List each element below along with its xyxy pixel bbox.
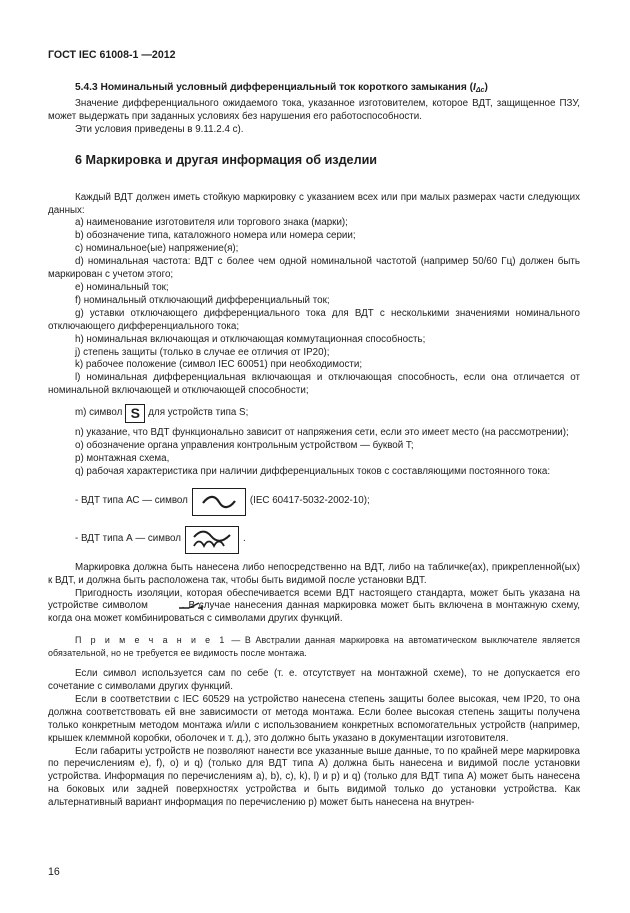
list-item: k) рабочее положение (символ IEC 60051) при необходимости; [75,359,363,371]
list-item: e) номинальный ток; [75,281,169,293]
list-item: p) монтажная схема, [75,452,170,464]
marking-intro: Каждый ВДТ должен иметь стойкую маркировку с указанием всех или при малых размерах части следующих данных: [48,191,580,216]
isolation-paragraph: Пригодность изоляции, которая обеспечивается всеми ВДТ настоящего стандарта, может быть указана на устройстве символом . В случае нанесения данная маркировка может быть включена в монтажную схему, когда она может комбинироваться с символами других функций. [48,587,581,625]
list-item: o) обозначение органа управления контрольным устройством — буквой T; [75,440,414,452]
list-item: l) номинальная дифференциальная включающая и отключающая способность, если она отличается от номинальной включающей и отключающей способности; [48,372,580,397]
protection-degree-paragraph: Если в соответствии с IEC 60529 на устройство нанесена степень защиты более высокая, чем IP20, то она должна соответствовать ей вне зависимости от метода монтажа. Если более высокая степень защиты получена только конкретным методом монтажа и/или с использованием конкретных вспомогательных устройств (например, крышек клеммной коробки, оболочек и т. д.), это должно быть указано в документации изготовителя. [48,693,580,744]
document-header: ГОСТ IEC 61008-1 —2012 [48,49,176,61]
type-s-symbol: S [125,404,145,423]
list-item: j) степень защиты (только в случае ее отличия от IP20); [75,346,330,358]
section-6-title: 6 Маркировка и другая информация об изделии [75,152,378,167]
list-item: d) номинальная частота: ВДТ с более чем одной номинальной частотой (например 50/60 Гц) должен быть маркирован с учетом этого; [48,256,580,281]
list-item: n) указание, что ВДТ функционально зависит от напряжения сети, если это имеет место (на рассмотрении); [75,427,569,439]
section-5-4-3-conditions: Эти условия приведены в 9.11.2.4 с). [75,123,244,135]
isolation-symbol-icon [152,602,182,610]
list-item: q) рабочая характеристика при наличии дифференциальных токов с составляющими постоянного тока: [75,465,551,477]
pulsating-dc-wave-icon [185,526,239,554]
list-item-m: m) символ S для устройств типа S; [75,405,249,422]
section-5-4-3-title: 5.4.3 Номинальный условный дифференциальный ток короткого замыкания $(I_{\Delta с})$ [75,82,488,94]
marking-placement-paragraph: Маркировка должна быть нанесена либо непосредственно на ВДТ, либо на табличке(ах), прикрепленной(ых) к ВДТ, и должна быть расположена так, чтобы быть видимой после установки ВДТ. [48,561,580,586]
list-item: а) наименование изготовителя или торгового знака (марки); [75,217,348,229]
device-dimensions-paragraph: Если габариты устройств не позволяют нанести все указанные выше данные, то по крайней мере маркировка по перечислениям е), f), о) и q) (только для ВДТ типа А) должна быть нанесена и видимой после установки устройства. Информация по перечислениям а), b), с), k), l) и р) и q) (только для ВДТ типа А) может быть нанесена на боковых или задней поверхностях устройства и быть видимой только до установки устройства. Как альтернативный вариант информация по перечислению р) может быть нанесена на внутрен- [48,745,580,809]
page-number: 16 [48,866,60,878]
type-a-line: - ВДТ типа А — символ . [75,526,580,554]
list-item: b) обозначение типа, каталожного номера или номера серии; [75,230,356,242]
page-content [48,68,580,810]
type-ac-line: - ВДТ типа АС — символ (IEC 60417-5032-2002-10); [75,488,580,516]
ac-wave-icon [192,488,246,516]
list-item: h) номинальная включающая и отключающая коммутационная способность; [75,333,426,345]
marking-list [48,217,580,553]
list-item: f) номинальный отключающий дифференциальный ток; [75,294,330,306]
section-5-4-3-paragraph: Значение дифференциального ожидаемого тока, указанное изготовителем, которое ВДТ, защищенное ПЗУ, может выдержать при заданных условиях без нарушения его работоспособности. [48,97,580,122]
symbol-usage-paragraph: Если символ используется сам по себе (т. е. отсутствует на монтажной схеме), то не допускается его сочетание с символами других функций. [48,668,580,692]
note-1: П р и м е ч а н и е 1 — В Австралии данная маркировка на автоматическом выключателе является обязательной, но не требуется ее видимость после монтажа. [48,635,580,659]
list-item: c) номинальное(ые) напряжение(я); [75,243,239,255]
list-item: g) уставки отключающего дифференциального тока для ВДТ с несколькими значениями номинального отключающего дифференциального тока; [48,307,580,332]
